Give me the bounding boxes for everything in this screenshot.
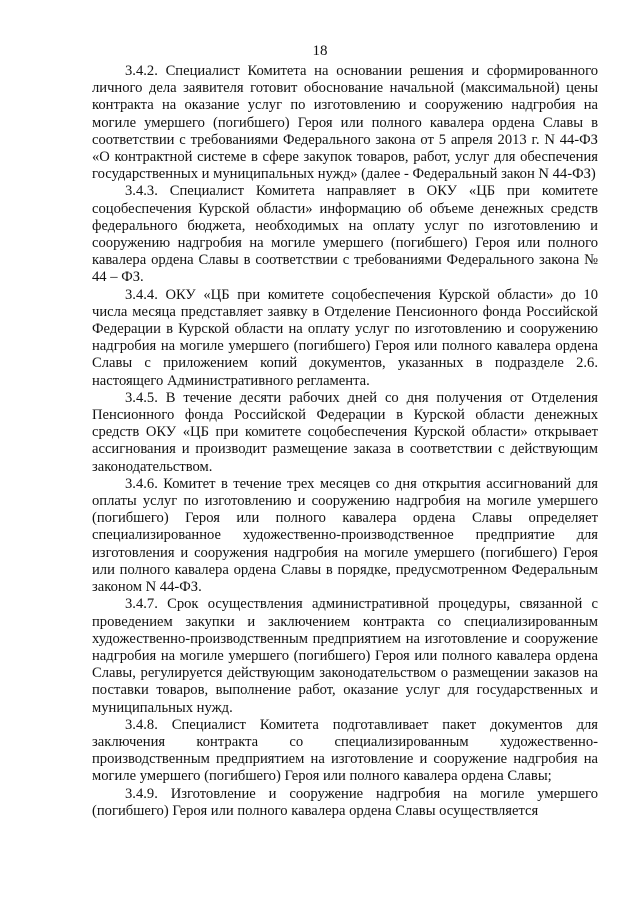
paragraph-3-4-7: 3.4.7. Срок осуществления административной процедуры, связанной с проведением закупки и заключением контракта со специализированным художественно-производственным предприятием на изготовление и сооружение надгробия на могиле умершего (погибшего) Героя или полного кавалера ордена Славы, регулируется действующим законодательством о размещении заказов на поставки товаров, выполнение работ, оказание услуг для государственных и муниципальных нужд.: [92, 596, 598, 716]
paragraph-3-4-6: 3.4.6. Комитет в течение трех месяцев со дня открытия ассигнований для оплаты услуг по изготовлению и сооружению надгробия на могиле умершего (погибшего) Героя или полного кавалера ордена Славы определяет специализированное художественно-производственное предприятие для изготовления и сооружения надгробия на могиле умершего (погибшего) Героя или полного кавалера ордена Славы в порядке, предусмотренном Федеральным законом N 44-ФЗ.: [92, 475, 598, 596]
page-number: 18: [312, 43, 328, 59]
paragraph-3-4-8: 3.4.8. Специалист Комитета подготавливает пакет документов для заключения контракта со специализированным художественно-производственным предприятием на изготовление и сооружение надгробия на могиле умершего (погибшего) Героя или полного кавалера ордена Славы;: [92, 716, 598, 785]
paragraph-3-4-3: 3.4.3. Специалист Комитета направляет в ОКУ «ЦБ при комитете соцобеспечения Курской области» информацию об объеме денежных средств федерального бюджета, необходимых на оплату услуг по изготовлению и сооружению надгробия на могиле умершего (погибшего) Героя или полного кавалера ордена Славы в соответствии с требованиями Федерального закона № 44 – ФЗ.: [92, 183, 598, 286]
paragraph-3-4-5: 3.4.5. В течение десяти рабочих дней со дня получения от Отделения Пенсионного фонда Российской Федерации в Курской области денежных средств ОКУ «ЦБ при комитете соцобеспечения Курской области» открывает ассигнования и производит размещение заказа в соответствии с действующим законодательством.: [92, 389, 598, 475]
paragraph-3-4-4: 3.4.4. ОКУ «ЦБ при комитете соцобеспечения Курской области» до 10 числа месяца представляет заявку в Отделение Пенсионного фонда Российской Федерации в Курской области на оплату услуг по изготовлению и сооружению надгробия на могиле умершего (погибшего) Героя или полного кавалера ордена Славы с приложением копий документов, указанных в подразделе 2.6. настоящего Административного регламента.: [92, 286, 598, 389]
document-body: [92, 63, 598, 820]
paragraph-3-4-9: 3.4.9. Изготовление и сооружение надгробия на могиле умершего (погибшего) Героя или полного кавалера ордена Славы осуществляется: [92, 785, 598, 819]
paragraph-3-4-2: 3.4.2. Специалист Комитета на основании решения и сформированного личного дела заявителя готовит обоснование начальной (максимальной) цены контракта на оказание услуг по изготовлению и сооружению надгробия на могиле умершего (погибшего) Героя или полного кавалера ордена Славы в соответствии с требованиями Федерального закона от 5 апреля 2013 г. N 44-ФЗ «О контрактной системе в сфере закупок товаров, работ, услуг для обеспечения государственных и муниципальных нужд» (далее - Федеральный закон N 44-ФЗ): [92, 63, 598, 183]
